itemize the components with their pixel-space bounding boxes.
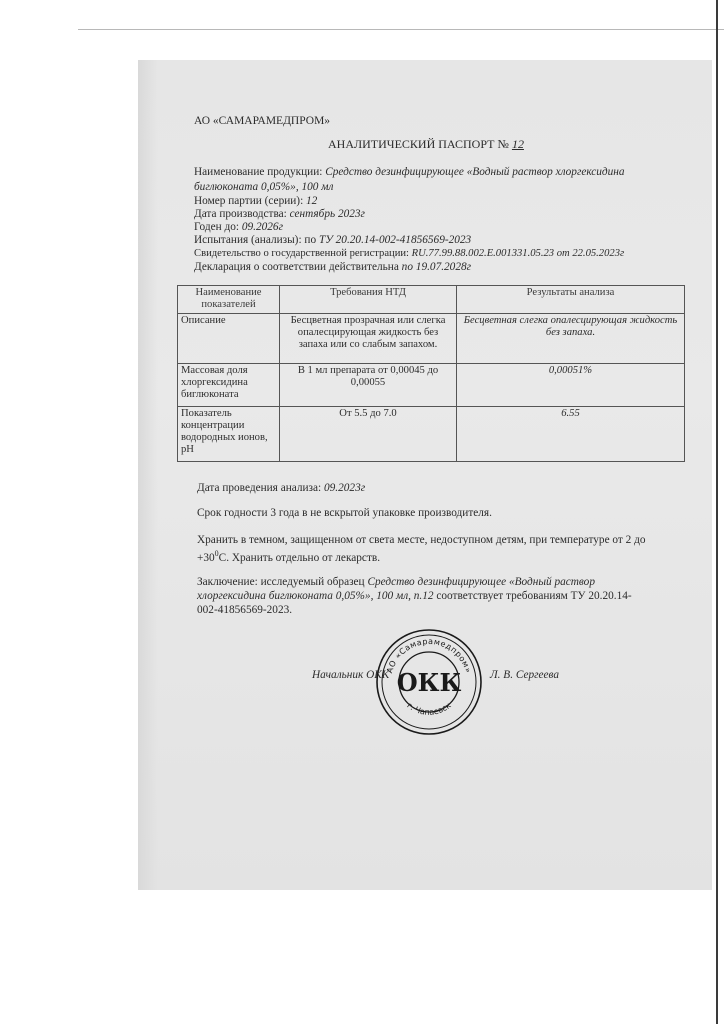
shelf-life-text: Срок годности 3 года в не вскрытой упаковке производителя. (197, 507, 492, 519)
product-name-line (194, 165, 625, 179)
cell-result: Бесцветная слегка опалесцирующая жидкость без запаха. (457, 314, 685, 364)
table-header-row (178, 286, 685, 314)
cell-requirement: В 1 мл препарата от 0,00045 до 0,00055 (280, 364, 457, 407)
storage-degree: 0 (214, 549, 219, 558)
registration-line (194, 247, 624, 261)
analysis-date-line (197, 481, 365, 495)
stamp-ring-top: АО «Самарамедпром» (385, 636, 473, 675)
batch-label: Номер партии (серии): (194, 195, 307, 207)
cell-indicator: Описание (178, 314, 280, 364)
photocopy-shadow (138, 60, 158, 890)
table-row (178, 314, 685, 364)
header-indicator: Наименование показателей (178, 286, 280, 314)
product-label: Наименование продукции: (194, 166, 326, 178)
storage-text-cont (197, 547, 380, 565)
passport-number: 12 (511, 137, 524, 151)
signer-name: Л. В. Сергеева (490, 669, 560, 681)
conclusion-line-3: 002-41856569-2023. (197, 604, 293, 616)
conclusion-line-2 (197, 589, 632, 603)
batch-value: 12 (306, 195, 318, 207)
production-value: сентябрь 2023г (289, 208, 365, 220)
declaration-line (194, 260, 471, 274)
title-prefix: АНАЛИТИЧЕСКИЙ ПАСПОРТ № (328, 137, 512, 151)
analysis-date-label: Дата проведения анализа: (197, 482, 324, 494)
registration-value: RU.77.99.88.002.Е.001331.05.23 от 22.05.2023г (411, 248, 625, 259)
cell-requirement: Бесцветная прозрачная или слегка опалесцирующая жидкость без запаха или со слабым запахом. (280, 314, 457, 364)
storage-temp: +30 (197, 551, 215, 564)
svg-text:г. Чапаевск (405, 701, 452, 717)
stamp-ring-bottom: г. Чапаевск (405, 700, 453, 717)
expiry-label: Годен до: (194, 221, 242, 233)
stamp-center-text: ОКК (396, 668, 462, 697)
okk-stamp-icon (374, 627, 484, 737)
registration-label: Свидетельство о государственной регистрации: (194, 248, 412, 259)
conclusion-product: Средство дезинфицирующее «Водный раствор (367, 576, 595, 588)
company-name: АО «САМАРАМЕДПРОМ» (194, 115, 331, 127)
production-label: Дата производства: (194, 208, 290, 220)
declaration-value: по 19.07.2028г (401, 261, 472, 273)
production-date-line (194, 207, 365, 221)
product-value-cont: биглюконата 0,05%», 100 мл (194, 181, 334, 193)
table-row (178, 407, 685, 462)
conclusion-product-cont: хлоргексидина биглюконата 0,05%», 100 мл, п.12 (197, 590, 434, 602)
cell-indicator: Массовая доля хлоргексидина биглюконата (178, 364, 280, 407)
declaration-label: Декларация о соответствии действительна (194, 261, 402, 273)
signer-position: Начальник ОКК (312, 669, 390, 681)
storage-tail: С. Хранить отдельно от лекарств. (218, 551, 381, 564)
table-row (178, 364, 685, 407)
page-right-edge (716, 0, 718, 1024)
storage-text: Хранить в темном, защищенном от света месте, недоступном детям, при температуре от 2 до (197, 534, 646, 546)
tests-value: ТУ 20.20.14-002-41856569-2023 (318, 234, 472, 246)
cell-requirement: От 5.5 до 7.0 (280, 407, 457, 462)
conclusion-label: Заключение: исследуемый образец (197, 576, 368, 588)
tests-label: Испытания (анализы): по (194, 234, 319, 246)
conclusion-tail: соответствует требованиям ТУ 20.20.14- (433, 590, 632, 602)
analysis-date-value: 09.2023г (324, 482, 366, 494)
product-value: Средство дезинфицирующее «Водный раствор хлоргексидина (325, 166, 625, 178)
header-result: Результаты анализа (457, 286, 685, 314)
cell-result: 0,00051% (457, 364, 685, 407)
expiry-value: 09.2026г (241, 221, 283, 233)
document-title (328, 137, 524, 151)
cell-result: 6.55 (457, 407, 685, 462)
cell-indicator: Показатель концентрации водородных ионов, pH (178, 407, 280, 462)
conclusion-line (197, 575, 595, 589)
batch-line (194, 194, 317, 208)
header-requirement: Требования НТД (280, 286, 457, 314)
expiry-line (194, 220, 283, 234)
results-table (177, 285, 685, 462)
tests-line (194, 233, 471, 247)
page-top-rule (78, 29, 724, 30)
